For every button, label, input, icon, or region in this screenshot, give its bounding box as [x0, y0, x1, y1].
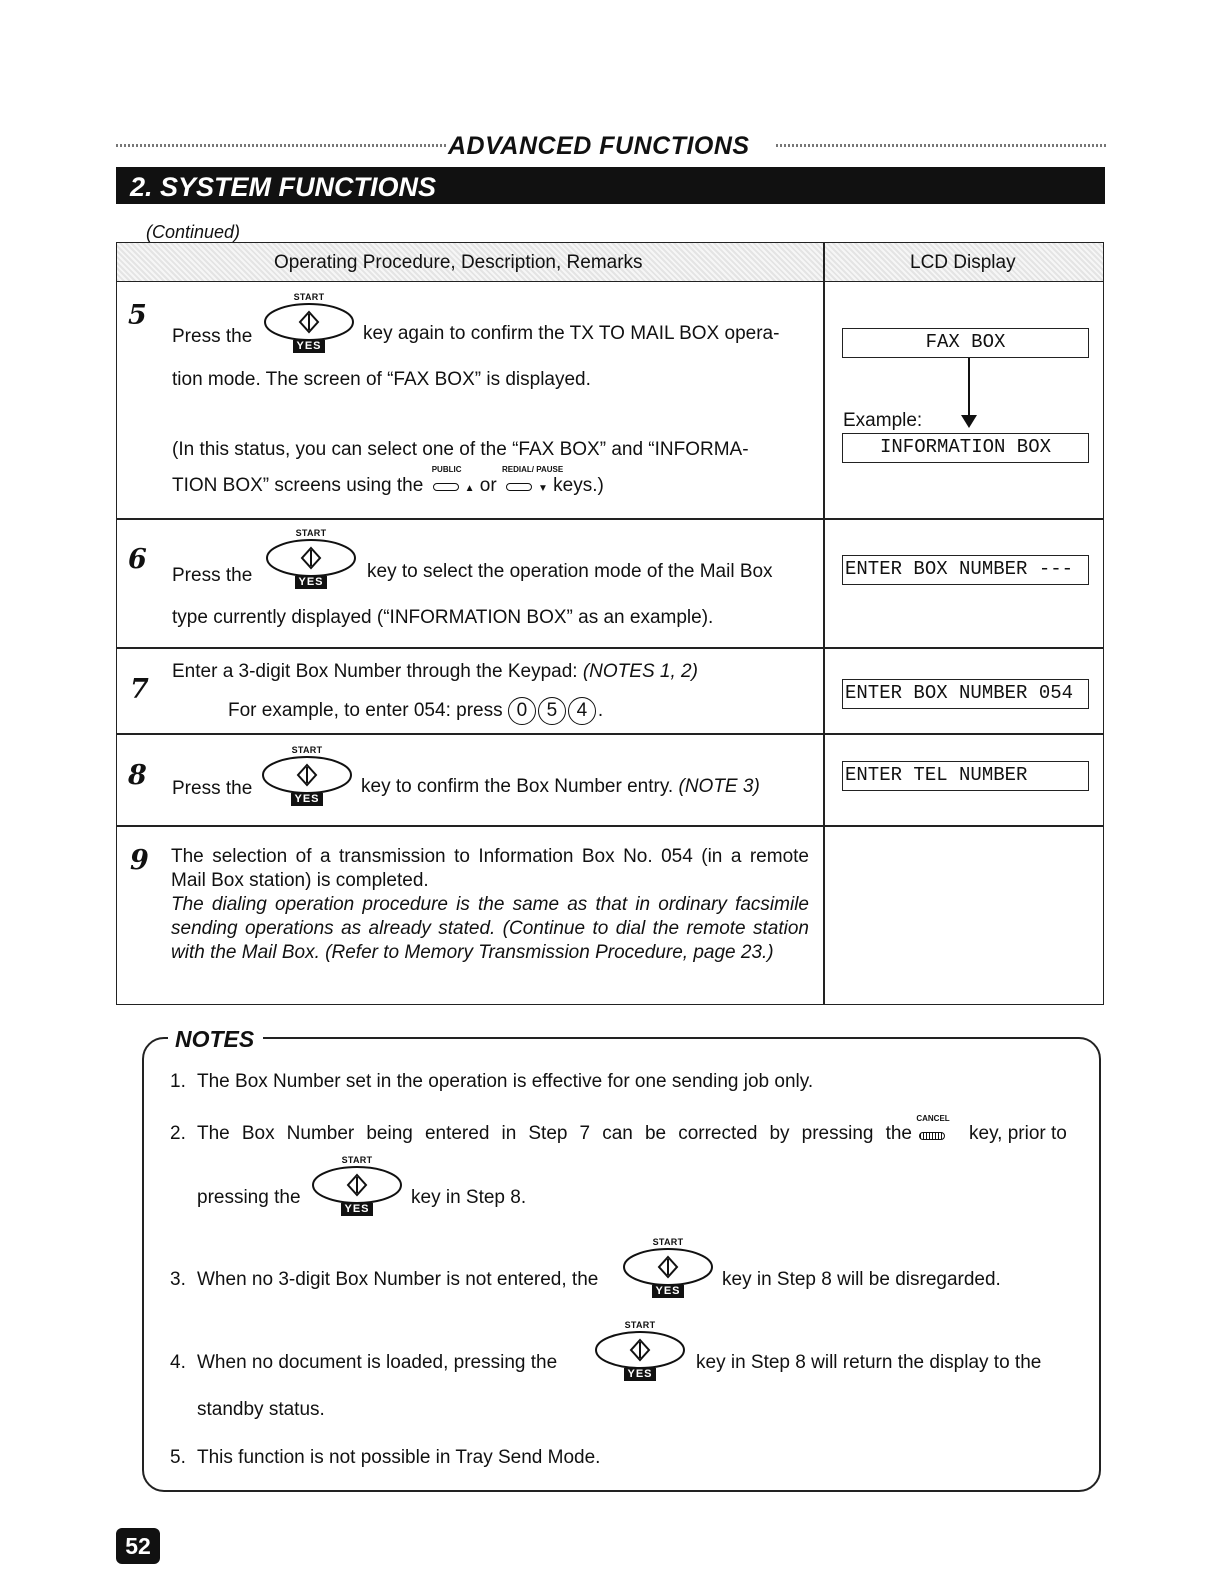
redial-label: REDIAL/ PAUSE	[501, 465, 564, 474]
yes-badge: YES	[341, 1203, 373, 1216]
step-text: Press the	[172, 326, 253, 347]
step-number: 8	[128, 760, 147, 791]
step-text: type currently displayed (“INFORMATION BOX” as an example).	[172, 607, 714, 628]
step-number: 5	[128, 300, 147, 331]
running-title: ADVANCED FUNCTIONS	[448, 132, 750, 160]
up-arrow-icon: ▲	[464, 483, 475, 494]
step-text	[172, 660, 698, 684]
note-text: key, prior to	[969, 1123, 1067, 1144]
header-procedure: Operating Procedure, Description, Remarks	[274, 252, 643, 273]
note-text: key in Step 8 will return the display to the	[696, 1352, 1042, 1373]
step-text-part: Enter a 3-digit Box Number through the Keypad:	[172, 661, 578, 682]
step-text: Press the	[172, 565, 253, 586]
note-number: 1.	[170, 1071, 186, 1092]
lcd-enter-box-number: ENTER BOX NUMBER ---	[842, 555, 1089, 585]
lcd-enter-box-number-054: ENTER BOX NUMBER 054	[842, 679, 1089, 709]
step-text: (In this status, you can select one of the “FAX BOX” and “INFORMA-	[172, 439, 749, 460]
continued-label: (Continued)	[146, 222, 241, 242]
note-text: The Box Number set in the operation is effective for one sending job only.	[197, 1071, 814, 1092]
start-yes-key-icon	[261, 745, 353, 805]
step-text: Press the	[172, 778, 253, 799]
yes-badge: YES	[293, 340, 325, 353]
start-label: START	[341, 1155, 373, 1165]
row-divider	[117, 825, 1103, 827]
step-text-part: or	[479, 475, 497, 496]
start-yes-key-icon	[594, 1320, 686, 1380]
down-arrow-icon: ▼	[537, 483, 548, 494]
start-label: START	[293, 292, 325, 302]
note-text: key in Step 8.	[411, 1187, 527, 1208]
step-text	[361, 775, 760, 799]
row-divider	[117, 518, 1103, 520]
header-rule-left	[116, 144, 446, 147]
notes-title: NOTES	[175, 1026, 255, 1052]
step-number: 6	[128, 544, 147, 575]
note-text: The Box Number being entered in Step 7 can be corrected by pressing the	[197, 1123, 912, 1144]
step-text-part: key to confirm the Box Number entry.	[361, 776, 674, 797]
row-divider	[117, 733, 1103, 735]
note-text: When no 3-digit Box Number is not entered, the	[197, 1269, 599, 1290]
note-text: This function is not possible in Tray Send Mode.	[197, 1447, 601, 1468]
yes-badge: YES	[652, 1285, 684, 1298]
lcd-information-box: INFORMATION BOX	[842, 433, 1089, 463]
note-text: standby status.	[197, 1399, 325, 1420]
step-text-part: keys.)	[553, 475, 604, 496]
arrow-down-icon	[958, 357, 980, 429]
start-yes-key-icon	[622, 1237, 714, 1297]
header-rule-right	[776, 144, 1106, 147]
row-divider	[117, 647, 1103, 649]
step-text: tion mode. The screen of “FAX BOX” is displayed.	[172, 369, 591, 390]
page-number: 52	[116, 1528, 160, 1564]
keypad-digit-0: 0	[508, 697, 536, 725]
note-number: 5.	[170, 1447, 186, 1468]
step-text-part: For example, to enter 054: press	[228, 700, 503, 722]
step-paragraph: The selection of a transmission to Information Box No. 054 (in a remote Mail Box station) is completed.	[171, 846, 809, 891]
yes-badge: YES	[624, 1368, 656, 1381]
notes-reference: (NOTES 1, 2)	[582, 661, 698, 682]
note-number: 3.	[170, 1269, 186, 1290]
lcd-enter-tel-number: ENTER TEL NUMBER	[842, 761, 1089, 791]
step-text-part: TION BOX” screens using the	[172, 475, 424, 496]
step-number: 9	[130, 845, 149, 876]
step-text	[228, 697, 603, 725]
start-yes-key-icon	[263, 292, 355, 352]
column-divider	[823, 243, 825, 1004]
public-key-icon	[429, 465, 465, 493]
step-paragraph-italic: The dialing operation procedure is the same as that in ordinary facsimile sending operations as already stated. (Continue to dial the remote station with the Mail Box. (Refer to Memory Transmission Procedure, page 23.)	[171, 894, 809, 963]
lcd-fax-box: FAX BOX	[842, 328, 1089, 358]
cancel-key-icon	[915, 1114, 951, 1142]
step-number: 7	[130, 674, 149, 705]
note-text: key in Step 8 will be disregarded.	[722, 1269, 1001, 1290]
note-text: pressing the	[197, 1187, 301, 1208]
header-lcd-display: LCD Display	[910, 252, 1016, 273]
period: .	[597, 700, 604, 722]
start-label: START	[624, 1320, 656, 1330]
start-label: START	[295, 528, 327, 538]
example-label: Example:	[843, 410, 923, 431]
keypad-digit-4: 4	[568, 697, 596, 725]
section-title: 2. SYSTEM FUNCTIONS	[130, 172, 437, 202]
yes-badge: YES	[295, 576, 327, 589]
step-text: key again to confirm the TX TO MAIL BOX opera-	[363, 323, 780, 344]
step-text	[172, 465, 604, 501]
cancel-label: CANCEL	[916, 1114, 950, 1123]
start-label: START	[291, 745, 323, 755]
start-label: START	[652, 1237, 684, 1247]
keypad-digit-5: 5	[538, 697, 566, 725]
note-number: 4.	[170, 1352, 186, 1373]
yes-badge: YES	[291, 793, 323, 806]
start-yes-key-icon	[265, 528, 357, 588]
public-label: PUBLIC	[431, 465, 462, 474]
notes-reference: (NOTE 3)	[678, 776, 760, 797]
note-number: 2.	[170, 1123, 186, 1144]
redial-pause-key-icon	[501, 465, 564, 493]
step-text: key to select the operation mode of the Mail Box	[367, 561, 773, 582]
start-yes-key-icon	[311, 1155, 403, 1215]
note-text: When no document is loaded, pressing the	[197, 1352, 558, 1373]
